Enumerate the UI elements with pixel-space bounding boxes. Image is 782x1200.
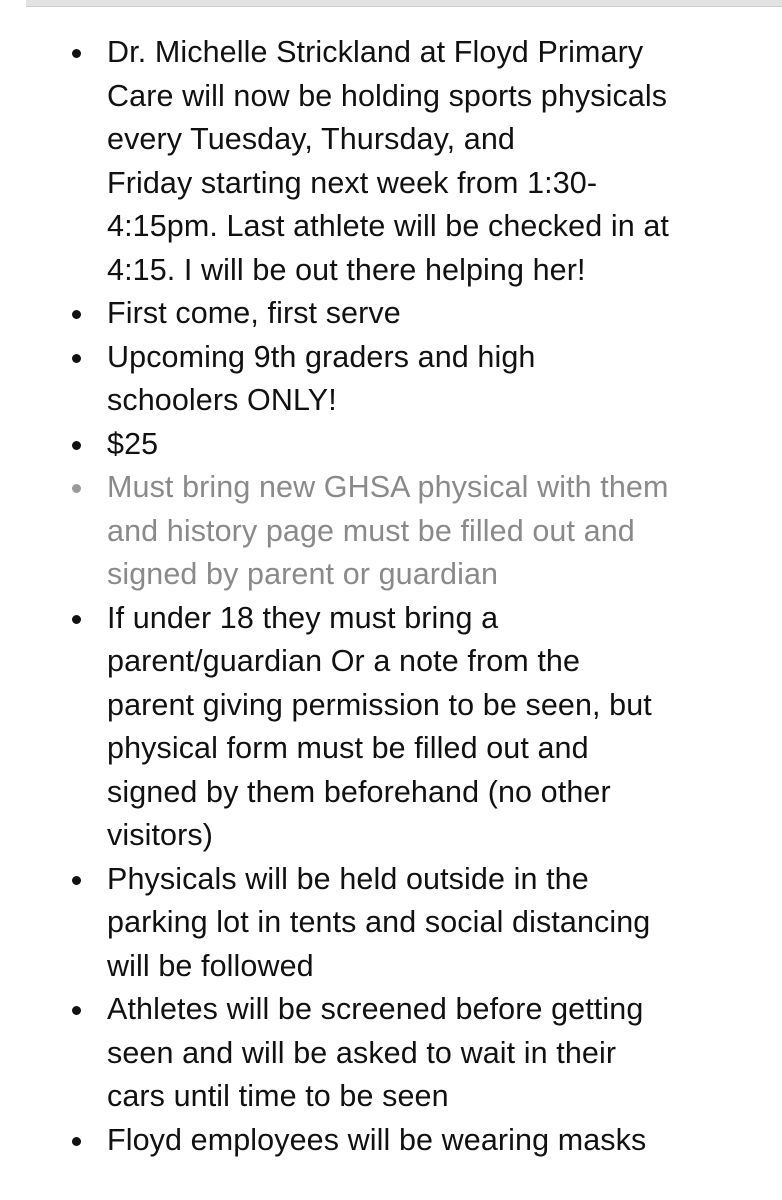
list-item-line: 4:15. I will be out there helping her! xyxy=(107,252,586,287)
list-item-line: seen and will be asked to wait in their xyxy=(107,1035,617,1070)
list-item-under-18 xyxy=(0,597,782,858)
list-item-first-come xyxy=(0,292,782,336)
list-item-line: signed by parent or guardian xyxy=(107,557,499,591)
bullet-icon xyxy=(72,310,81,319)
list-item-line: parking lot in tents and social distancing xyxy=(107,905,651,939)
list-item-line: If under 18 they must bring a xyxy=(107,600,499,635)
list-item-eligibility xyxy=(0,336,782,423)
list-item-line: physical form must be filled out and xyxy=(107,731,589,765)
list-item-line: Upcoming 9th graders and high xyxy=(107,339,536,374)
list-item-line: 4:15pm. Last athlete will be checked in at xyxy=(107,209,670,243)
top-divider xyxy=(26,0,782,7)
bullet-icon xyxy=(72,49,81,58)
bullet-icon xyxy=(72,876,81,885)
list-item-line: and history page must be filled out and xyxy=(107,513,635,548)
list-item-line: visitors) xyxy=(107,818,213,852)
list-item-line: Care will now be holding sports physicals xyxy=(107,78,668,113)
list-item-screening xyxy=(0,988,782,1119)
list-item-line: Floyd employees will be wearing masks xyxy=(107,1122,647,1157)
list-item-line: parent giving permission to be seen, but xyxy=(107,687,652,722)
list-item-price xyxy=(0,423,782,467)
list-item-ghsa-form xyxy=(0,466,782,597)
list-item-line: Athletes will be screened before getting xyxy=(107,992,644,1026)
list-item-location xyxy=(0,858,782,989)
list-item-masks xyxy=(0,1119,782,1163)
list-item-line: schoolers ONLY! xyxy=(107,383,337,417)
bullet-icon xyxy=(72,484,81,493)
list-item-line: Must bring new GHSA physical with them xyxy=(107,470,669,504)
bullet-icon xyxy=(72,441,81,450)
bullet-icon xyxy=(72,354,81,363)
list-item-line: every Tuesday, Thursday, and xyxy=(107,122,515,156)
bullet-icon xyxy=(72,615,81,624)
list-item-line: Physicals will be held outside in the xyxy=(107,861,589,896)
list-item-line: First come, first serve xyxy=(107,296,401,330)
list-item-line: parent/guardian Or a note from the xyxy=(107,644,581,678)
bullet-icon xyxy=(72,1006,81,1015)
list-item-line: Friday starting next week from 1:30- xyxy=(107,165,598,200)
list-item-line: $25 xyxy=(107,426,159,461)
list-item-line: will be followed xyxy=(107,948,314,983)
list-item-schedule xyxy=(0,31,782,292)
list-item-line: cars until time to be seen xyxy=(107,1079,449,1113)
announcement-list xyxy=(0,31,782,1162)
bullet-icon xyxy=(72,1137,81,1146)
list-item-line: Dr. Michelle Strickland at Floyd Primary xyxy=(107,35,644,69)
list-item-line: signed by them beforehand (no other xyxy=(107,774,611,809)
